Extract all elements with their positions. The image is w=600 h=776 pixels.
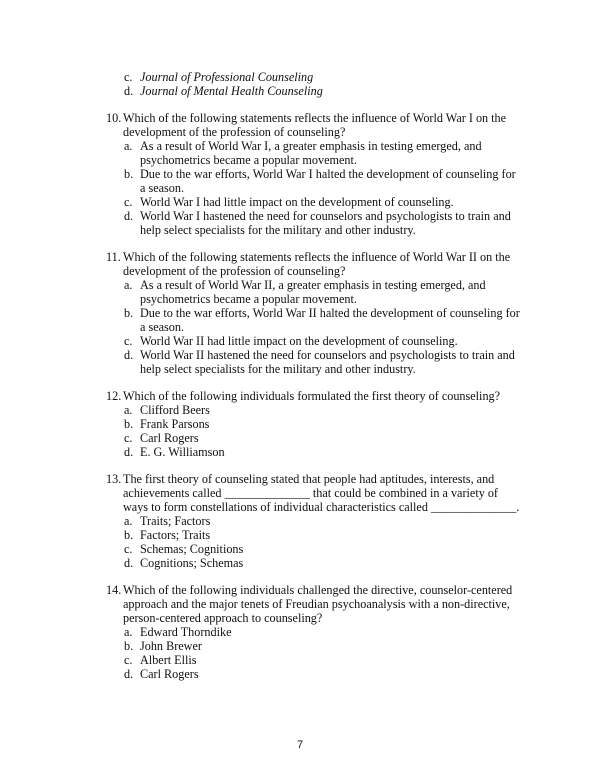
question-number: 12.	[106, 389, 122, 403]
option-text-line: E. G. Williamson	[140, 445, 225, 459]
answer-option	[106, 334, 526, 348]
option-text-line: Schemas; Cognitions	[140, 542, 244, 556]
question-item	[106, 111, 526, 139]
option-text-line: World War II hastened the need for counselors and psychologists to train and	[140, 348, 515, 362]
answer-option	[106, 139, 526, 167]
answer-option	[106, 445, 526, 459]
option-text: Journal of Professional Counseling	[140, 70, 314, 84]
option-text-line: Albert Ellis	[140, 653, 197, 667]
option-text	[140, 306, 526, 334]
spacer	[106, 376, 526, 389]
option-letter: d.	[124, 445, 134, 459]
option-letter: c.	[124, 653, 133, 667]
option-text-line: Frank Parsons	[140, 417, 210, 431]
answer-option	[106, 348, 526, 376]
option-text-line: As a result of World War II, a greater emphasis in testing emerged, and	[140, 278, 486, 292]
option-letter: a.	[124, 514, 133, 528]
answer-option	[106, 667, 526, 681]
option-text-line: John Brewer	[140, 639, 202, 653]
question-stem-line: development of the profession of counseling?	[123, 125, 346, 139]
answer-option	[106, 306, 526, 334]
option-text-line: Edward Thorndike	[140, 625, 232, 639]
question-stem	[123, 389, 526, 403]
option-text-line: Due to the war efforts, World War II halted the development of counseling for	[140, 306, 520, 320]
option-text	[140, 139, 526, 167]
question-number: 14.	[106, 583, 122, 597]
option-letter: b.	[124, 167, 134, 181]
question-stem-line: approach and the major tenets of Freudian psychoanalysis with a non-directive,	[123, 597, 510, 611]
option-letter: b.	[124, 417, 134, 431]
option-text	[140, 195, 526, 209]
option-text	[140, 625, 526, 639]
option-letter: d.	[124, 348, 134, 362]
question-stem-line: achievements called ______________ that could be combined in a variety of	[123, 486, 498, 500]
spacer	[106, 98, 526, 111]
option-text-line: help select specialists for the military and other industry.	[140, 362, 416, 376]
question-stem-line: Which of the following individuals formulated the first theory of counseling?	[123, 389, 501, 403]
option-letter: b.	[124, 639, 134, 653]
question-item	[106, 250, 526, 278]
option-text	[140, 556, 526, 570]
option-letter: b.	[124, 306, 134, 320]
answer-option	[106, 70, 526, 84]
option-text-line: Cognitions; Schemas	[140, 556, 244, 570]
option-text-line: Carl Rogers	[140, 667, 199, 681]
option-text	[140, 278, 526, 306]
option-text-line: help select specialists for the military and other industry.	[140, 223, 416, 237]
option-letter: a.	[124, 278, 133, 292]
question-stem-line: person-centered approach to counseling?	[123, 611, 323, 625]
question-stem-line: Which of the following individuals challenged the directive, counselor-centered	[123, 583, 513, 597]
question-stem-line: Which of the following statements reflects the influence of World War II on the	[123, 250, 511, 264]
option-text	[140, 667, 526, 681]
answer-option	[106, 556, 526, 570]
option-text	[140, 445, 526, 459]
question-number: 10.	[106, 111, 122, 125]
answer-option	[106, 542, 526, 556]
question-stem	[123, 583, 526, 625]
option-text	[140, 209, 526, 237]
spacer	[106, 459, 526, 472]
question-stem-line: ways to form constellations of individual characteristics called ______________.	[123, 500, 520, 514]
option-letter: c.	[124, 70, 133, 84]
question-item	[106, 389, 526, 403]
option-letter: a.	[124, 403, 133, 417]
option-letter: d.	[124, 667, 134, 681]
option-text	[140, 542, 526, 556]
option-text	[140, 431, 526, 445]
option-letter: c.	[124, 542, 133, 556]
option-text-line: psychometrics became a popular movement.	[140, 153, 357, 167]
answer-option	[106, 278, 526, 306]
answer-option	[106, 653, 526, 667]
option-text-line: World War I hastened the need for counselors and psychologists to train and	[140, 209, 511, 223]
question-list	[106, 70, 526, 681]
option-text-line: Clifford Beers	[140, 403, 210, 417]
option-text-line: a season.	[140, 181, 184, 195]
question-stem	[123, 111, 526, 139]
option-text	[140, 528, 526, 542]
answer-option	[106, 431, 526, 445]
question-item	[106, 472, 526, 514]
question-stem	[123, 472, 526, 514]
answer-option	[106, 528, 526, 542]
option-text	[140, 403, 526, 417]
answer-option	[106, 639, 526, 653]
option-text-line: Due to the war efforts, World War I halted the development of counseling for	[140, 167, 516, 181]
answer-option	[106, 84, 526, 98]
answer-option	[106, 209, 526, 237]
page-number: 7	[296, 739, 304, 751]
option-text	[140, 167, 526, 195]
question-item	[106, 583, 526, 625]
option-text-line: As a result of World War I, a greater emphasis in testing emerged, and	[140, 139, 482, 153]
question-number: 13.	[106, 472, 122, 486]
option-text	[140, 653, 526, 667]
option-text-line: Carl Rogers	[140, 431, 199, 445]
option-letter: c.	[124, 334, 133, 348]
option-text	[140, 639, 526, 653]
answer-option	[106, 195, 526, 209]
question-stem-line: development of the profession of counseling?	[123, 264, 346, 278]
answer-option	[106, 625, 526, 639]
question-stem-line: The first theory of counseling stated that people had aptitudes, interests, and	[123, 472, 495, 486]
option-text-line: World War II had little impact on the development of counseling.	[140, 334, 458, 348]
answer-option	[106, 514, 526, 528]
question-stem-line: Which of the following statements reflects the influence of World War I on the	[123, 111, 507, 125]
option-text	[140, 348, 526, 376]
option-letter: a.	[124, 625, 133, 639]
option-letter: d.	[124, 556, 134, 570]
option-letter: a.	[124, 139, 133, 153]
question-stem	[123, 250, 526, 278]
option-text-line: a season.	[140, 320, 184, 334]
option-letter: b.	[124, 528, 134, 542]
option-letter: c.	[124, 431, 133, 445]
option-text	[140, 334, 526, 348]
answer-option	[106, 403, 526, 417]
option-letter: d.	[124, 209, 134, 223]
option-text: Journal of Mental Health Counseling	[140, 84, 323, 98]
spacer	[106, 570, 526, 583]
option-text	[140, 417, 526, 431]
option-letter: d.	[124, 84, 134, 98]
question-number: 11.	[106, 250, 121, 264]
option-letter: c.	[124, 195, 133, 209]
spacer	[106, 237, 526, 250]
answer-option	[106, 167, 526, 195]
option-text	[140, 514, 526, 528]
option-text-line: Traits; Factors	[140, 514, 211, 528]
option-text-line: psychometrics became a popular movement.	[140, 292, 357, 306]
answer-option	[106, 417, 526, 431]
option-text-line: Factors; Traits	[140, 528, 211, 542]
option-text-line: World War I had little impact on the development of counseling.	[140, 195, 454, 209]
